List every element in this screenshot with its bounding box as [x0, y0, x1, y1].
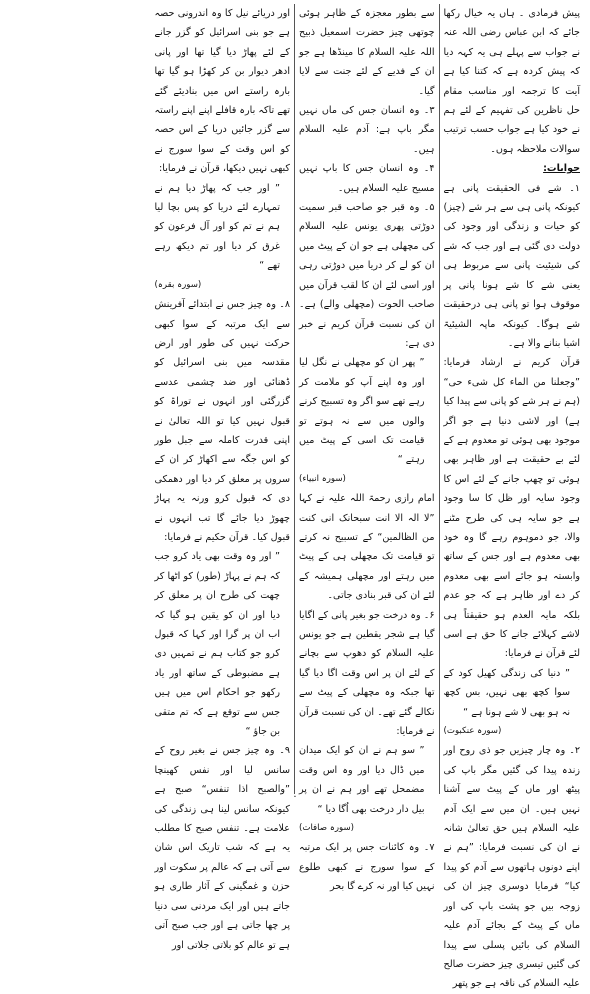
paragraph: ۲۔ وہ چار چیزیں جو ذی روح اور زندہ پیدا کی گئیں مگر باپ کی پیٹھ اور ماں کے پیٹ سے آشنا نہیں ہیں۔ ان میں سے ایک آدم علیہ السلام ہیں حق تعالیٰ شانہ نے ان کی نسبت فرمایا: ”ہم نے اپنے دونوں ہاتھوں سے آدم کو پیدا کیا“ فرمایا دوسری چیز ان کی زوجہ بیں جو پشت باپ کی اور ماں کے پیٹ کے بجائے آدم علیہ السلام کی بائیں پسلی سے پیدا کی گئیں تیسری چیز حضرت صالح علیہ السلام کی ناقہ ہے جو پتھر — [443, 745, 580, 990]
quranic-quote: ” دنیا کی زندگی کھیل کود کے سوا کچھ بھی نہیں، بس کچھ نہ ہو بھی لا شے ہونا ہے “ — [443, 667, 570, 718]
paragraph: قرآن کریم نے ارشاد فرمایا: ”وجعلنا من الماء کل شیء حی“ (ہم نے ہر شے کو پانی سے پیدا کیا ہے) اور لاشی دنیا ہے جو اگر موجود بھی ہوئی تو معدوم ہے کے لئے بے حقیقت ہے اور ظاہر بھی ہوئی تو چھپ جانے کے لئے اس کا وجود سایہ اور ظل کا سا وجود ہے جو سایہ ہی کی طرح مٹنے والا، جو دموہوم رہے گا وہ خود بھی معدوم ہے اور جس کے ساتھ وابستہ ہو جائے اسے بھی معدوم کر دے اور ظاہر ہے کہ جو عدم بلکہ مایہ العدم ہو حقیقتاً ہی لاشے کہلائے جانے کا حق ہے اسی لئے قرآن نے فرمایا: — [443, 357, 580, 660]
paragraph: ۷۔ وہ کائنات جس پر ایک مرتبہ کے سوا سورج نے کبھی طلوع نہیں کیا اور نہ کرے گا بحر — [299, 842, 435, 893]
column-right — [440, 4, 585, 990]
surah-reference: (سورہ بقرہ) — [154, 279, 202, 290]
quranic-quote: ” سو ہم نے ان کو ایک میدان میں ڈال دیا اور وہ اس وقت مضمحل تھے اور ہم نے ان پر بیل دار درخت بھی اُگا دیا “ — [299, 745, 425, 815]
paragraph: ۸۔ وہ چیز جس نے ابتدائے آفرینش سے ایک مرتبہ کے سوا کبھی حرکت نہیں کی طور اور ارض مقدسہ میں بنی اسرائیل کو ڈھنائی اور ضد چشمی عدسے گزرگئی اور انہوں نے توراۃ کو قبول نہیں کیا تو اللہ تعالیٰ نے اپنی قدرت کاملہ سے جبل طور کو اس جگہ سے اکھاڑ کر ان کے سروں پر معلق کر دیا اور دھمکی دی کہ قبول کرو ورنہ یہ پہاڑ چھوڑ دیا جائے گا تب انہوں نے قبول کیا۔ قرآن حکیم نے فرمایا: — [154, 299, 290, 543]
quranic-quote: ” اور جب کہ پھاڑ دیا ہم نے تمہارے لئے دریا کو پس بچا لیا ہم نے تم کو اور آل فرعون کو غرق کر دیا اور تم دیکھ رہے تھے “ — [154, 182, 280, 272]
paragraph: ۵۔ وہ قبر جو صاحب قبر سمیت دوڑتی پھری یونس علیہ السلام کی مچھلی ہے جو ان کے پیٹ میں ان کو لے کر دریا میں دوڑتی رہی اور اسی لئے ان کا لقب قرآن میں صاحب الحوت (مچھلی والے) ہے۔ ان کی نسبت قرآن کریم نے خبر دی ہے: — [299, 202, 435, 349]
section-heading: جوابات: — [543, 163, 580, 175]
paragraph: ۹۔ وہ چیز جس نے بغیر روح کے سانس لیا اور نفس کھینچا ”والصبح اذا تنفس“ صبح ہے کیونکہ سانس لینا ہی زندگی کی علامت ہے۔ تنفس صبح کا مطلب یہ ہے کہ شب تاریک اس شان سے آتی ہے کہ عالم پر سکوت اور حزن و غمگینی کے آثار طاری ہو جاتے ہیں اور ایک مردنی سی دنیا پر چھا جاتی ہے اور جب صبح آتی ہے تو عالم کو بلاتی جلاتی اور — [154, 745, 290, 951]
paragraph: امام رازی رحمۃ اللہ علیہ نے کہا ”لا الہ الا انت سبحانک انی کنت من الظالمین“ کے تسبیح نہ کرتے تو قیامت تک مچھلی ہی کے پیٹ میں رہتے اور مچھلی ہمیشہ کے لئے ان کی قبر بنادی جاتی۔ — [299, 493, 435, 602]
page-marker: . — [293, 789, 297, 800]
paragraph: ۳۔ وہ انسان جس کی ماں نہیں مگر باپ ہے: آدم علیہ السلام ہیں۔ — [299, 105, 435, 155]
column-middle — [295, 4, 440, 893]
column-left — [151, 4, 296, 951]
paragraph: ۴۔ وہ انسان جس کا باپ نہیں مسیح علیہ السلام ہیں۔ — [299, 163, 435, 194]
surah-reference: (سورہ صافات) — [299, 823, 354, 834]
text-columns — [6, 4, 584, 990]
paragraph: ۶۔ وہ درخت جو بغیر پانی کے اگایا گیا ہے شجر یقطین ہے جو یونس علیہ السلام کو دھوپ سے بچانے کے لئے ان پر اس وقت اگا دیا گیا تھا جبکہ وہ مچھلی کے پیٹ سے نکالے گئے تھے۔ ان کی نسبت قرآن نے فرمایا: — [299, 609, 435, 738]
paragraph: سے بطور معجزہ کے ظاہر ہوئی چوتھی چیز حضرت اسمعیل ذبیح اللہ علیہ السلام کا مینڈھا ہے جو ان کے فدیے کے لئے جنت سے لایا گیا۔ — [299, 8, 435, 97]
paragraph: پیش فرمادی ۔ ہاں یہ خیال رکھا جائے کہ ابن عباس رضی اللہ عنہ نے جواب سے پہلے ہی یہ کہہ دیا کہ پیش کردہ ہے کہ کتنا کیا ہے آیت کا ترجمہ اور مناسب مقام حل ناظرین کی تفہیم کے لئے ہم نے خود کیا ہے جواب حسب ترتیب سوالات ملاحظہ ہوں۔ — [443, 8, 580, 155]
paragraph: اور دریائے نیل کا وہ اندرونی حصہ ہے جو بنی اسرائیل کو گزر جانے کے لئے پھاڑ دیا گیا تھا اور پانی ادھر دیوار بن کر کھڑا ہو گیا تھا بارہ راستے اس میں بنادیئے گئے تھے تاکہ بارہ قافلے اپنے اپنے راستہ سے گزر جائیں دریا کے اس حصہ کو اس وقت کے سوا سورج نے کبھی نہیں دیکھا، قرآن نے فرمایا: — [154, 8, 290, 175]
quranic-quote: ” پھر ان کو مچھلی نے نگل لیا اور وہ اپنے آپ کو ملامت کر رہے تھے سو اگر وہ تسبیح کرنے والوں میں سے نہ ہوتے تو قیامت تک اسی کے پیٹ میں رہتے “ — [299, 357, 425, 466]
paragraph: ۱۔ شے فی الحقیقت پانی ہے کیونکہ پانی ہی سے ہر شے (چیز) کو حیات و زندگی اور وجود کی دولت دی گئی ہے اور جب کہ شے کی شیئیت پانی سے مربوط ہی یعنی شے کا شے ہونا پانی پر موقوف ہوا تو پانی ہی درحقیقت شے ہوگا۔ کیونکہ ماپہ الشیئیۃ اشیا بنانے والا ہے۔ — [443, 182, 580, 349]
quranic-quote: ” اور وہ وقت بھی یاد کرو جب کہ ہم نے پہاڑ (طور) کو اٹھا کر چھت کی طرح ان پر معلق کر دیا اور ان کو یقین ہو گیا کہ اب ان پر گرا اور کہا کہ قبول کرو جو کتاب ہم نے تمہیں دی ہے مضبوطی کے ساتھ اور یاد رکھو جو احکام اس میں ہیں جس سے توقع ہے کہ تم متقی بن جاؤ “ — [154, 551, 280, 738]
surah-reference: (سورہ انبیاء) — [299, 473, 346, 484]
surah-reference: (سورہ عنکبوت) — [443, 726, 502, 737]
